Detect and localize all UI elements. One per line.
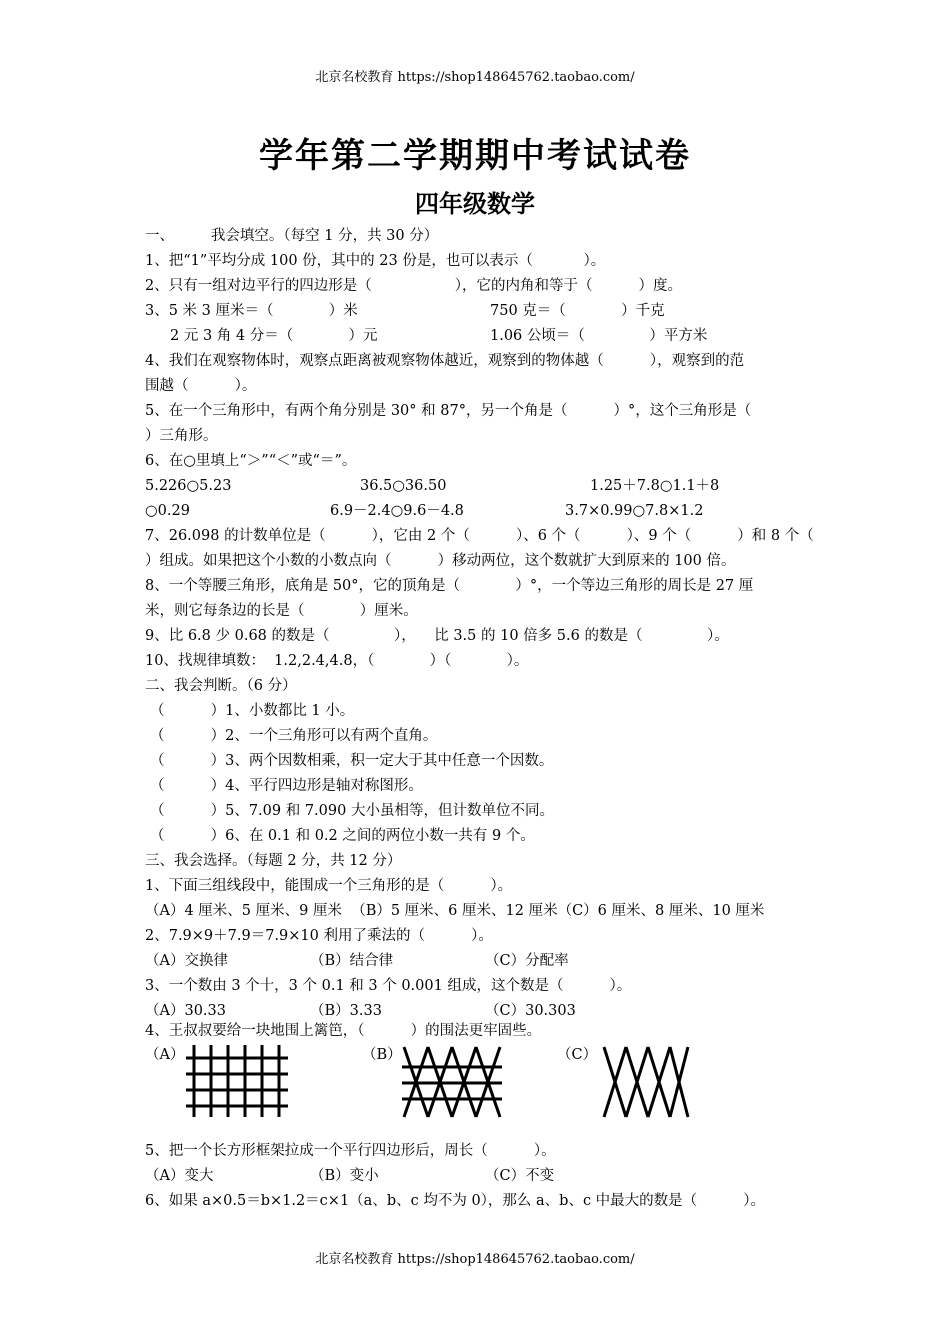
s3-q2-option-c: （C）分配率 xyxy=(485,953,569,969)
s3-q3-option-c: （C）30.303 xyxy=(485,1003,576,1019)
s1-q4a: 4、我们在观察物体时，观察点距离被观察物体越近，观察到的物体越（ ），观察到的范 xyxy=(145,353,745,369)
s3-q5-option-b: （B）变小 xyxy=(310,1168,379,1184)
s1-q3c: 2 元 3 角 4 分＝（ ）元 xyxy=(170,328,378,344)
judge-item: （ ）4、平行四边形是轴对称图形。 xyxy=(150,778,423,794)
s1-q3b: 750 克＝（ ）千克 xyxy=(490,303,665,319)
s3-q2-option-b: （B）结合律 xyxy=(310,953,394,969)
s1-q10: 10、找规律填数： 1.2,2.4,4.8，（ ）（ ）。 xyxy=(145,653,529,669)
s3-q5-option-c: （C）不变 xyxy=(485,1168,555,1184)
s3-q5-option-a: （A）变大 xyxy=(145,1168,214,1184)
s3-q3: 3、一个数由 3 个十，3 个 0.1 和 3 个 0.001 组成，这个数是（ ）。 xyxy=(145,978,632,994)
page-title: 学年第二学期期中考试试卷 xyxy=(259,136,691,176)
s1-q2: 2、只有一组对边平行的四边形是（ ），它的内角和等于（ ）度。 xyxy=(145,278,683,294)
judge-item: （ ）5、7.09 和 7.090 大小虽相等，但计数单位不同。 xyxy=(150,803,554,819)
s1-q6-r1c: 1.25＋7.8○1.1＋8 xyxy=(590,478,720,494)
section3-heading: 三、我会选择。（每题 2 分，共 12 分） xyxy=(145,853,402,869)
section1-heading: 一、 我会填空。（每空 1 分，共 30 分） xyxy=(145,228,439,244)
s3-q6: 6、如果 a×0.5＝b×1.2＝c×1（a、b、c 均不为 0），那么 a、b、c 中最大的数是（ ）。 xyxy=(145,1193,766,1209)
s1-q5b: ）三角形。 xyxy=(145,428,218,444)
s3-q3-option-a: （A）30.33 xyxy=(145,1003,226,1019)
s1-q7b: ）组成。如果把这个小数的小数点向（ ）移动两位，这个数就扩大到原来的 100 倍。 xyxy=(145,553,736,569)
s1-q3a: 3、5 米 3 厘米＝（ ）米 xyxy=(145,303,358,319)
fence-b-label: （B） xyxy=(362,1047,402,1063)
s1-q6-r2a: ○0.29 xyxy=(145,503,190,519)
s1-q6-r1b: 36.5○36.50 xyxy=(360,478,447,494)
section2-heading: 二、我会判断。（6 分） xyxy=(145,678,297,694)
judge-item: （ ）1、小数都比 1 小。 xyxy=(150,703,355,719)
s1-q8a: 8、一个等腰三角形，底角是 50°，它的顶角是（ ）°，一个等边三角形的周长是 27 厘 xyxy=(145,578,754,594)
s1-q4b: 围越（ ）。 xyxy=(145,378,257,394)
judge-item: （ ）3、两个因数相乘，积一定大于其中任意一个因数。 xyxy=(150,753,554,769)
s3-q1: 1、下面三组线段中，能围成一个三角形的是（ ）。 xyxy=(145,878,513,894)
s1-q5a: 5、在一个三角形中，有两个角分别是 30° 和 87°，另一个角是（ ）°，这个三角形是（ xyxy=(145,403,752,419)
s3-q5: 5、把一个长方形框架拉成一个平行四边形后，周长（ ）。 xyxy=(145,1143,556,1159)
s3-q1-options: （A）4 厘米、5 厘米、9 厘米 （B）5 厘米、6 厘米、12 厘米（C）6 厘米、8 厘米、10 厘米 xyxy=(145,903,765,919)
page-footer: 北京名校教育 https://shop148645762.taobao.com/ xyxy=(315,1252,635,1267)
s1-q6: 6、在○里填上“＞”“＜”或“＝”。 xyxy=(145,453,357,469)
s1-q6-r2c: 3.7×0.99○7.8×1.2 xyxy=(565,503,704,519)
s3-q4: 4、王叔叔要给一块地围上篱笆，（ ）的围法更牢固些。 xyxy=(145,1023,542,1039)
page-header: 北京名校教育 https://shop148645762.taobao.com/ xyxy=(315,70,635,85)
s1-q1: 1、把“1”平均分成 100 份，其中的 23 份是，也可以表示（ ）。 xyxy=(145,253,606,269)
s3-q2: 2、7.9×9＋7.9＝7.9×10 利用了乘法的（ ）。 xyxy=(145,928,493,944)
fence-cross-figure xyxy=(600,1045,692,1120)
s1-q3d: 1.06 公顷＝（ ）平方米 xyxy=(490,328,708,344)
fence-c-label: （C） xyxy=(557,1047,598,1063)
s3-q3-option-b: （B）3.33 xyxy=(310,1003,382,1019)
s1-q6-r2b: 6.9－2.4○9.6－4.8 xyxy=(330,503,464,519)
s1-q8b: 米，则它每条边的长是（ ）厘米。 xyxy=(145,603,418,619)
judge-item: （ ）6、在 0.1 和 0.2 之间的两位小数一共有 9 个。 xyxy=(150,828,535,844)
fence-diagonal-figure xyxy=(400,1045,504,1120)
judge-item: （ ）2、一个三角形可以有两个直角。 xyxy=(150,728,438,744)
s1-q6-r1a: 5.226○5.23 xyxy=(145,478,232,494)
s1-q7a: 7、26.098 的计数单位是（ ），它由 2 个（ ）、6 个（ ）、9 个（ ）和 8 个（ xyxy=(145,528,814,544)
s1-q9: 9、比 6.8 少 0.68 的数是（ ）， 比 3.5 的 10 倍多 5.6 的数是（ ）。 xyxy=(145,628,729,644)
fence-grid-figure xyxy=(186,1045,290,1120)
s3-q2-option-a: （A）交换律 xyxy=(145,953,228,969)
fence-a-label: （A） xyxy=(145,1047,185,1063)
page-subtitle: 四年级数学 xyxy=(415,190,535,218)
